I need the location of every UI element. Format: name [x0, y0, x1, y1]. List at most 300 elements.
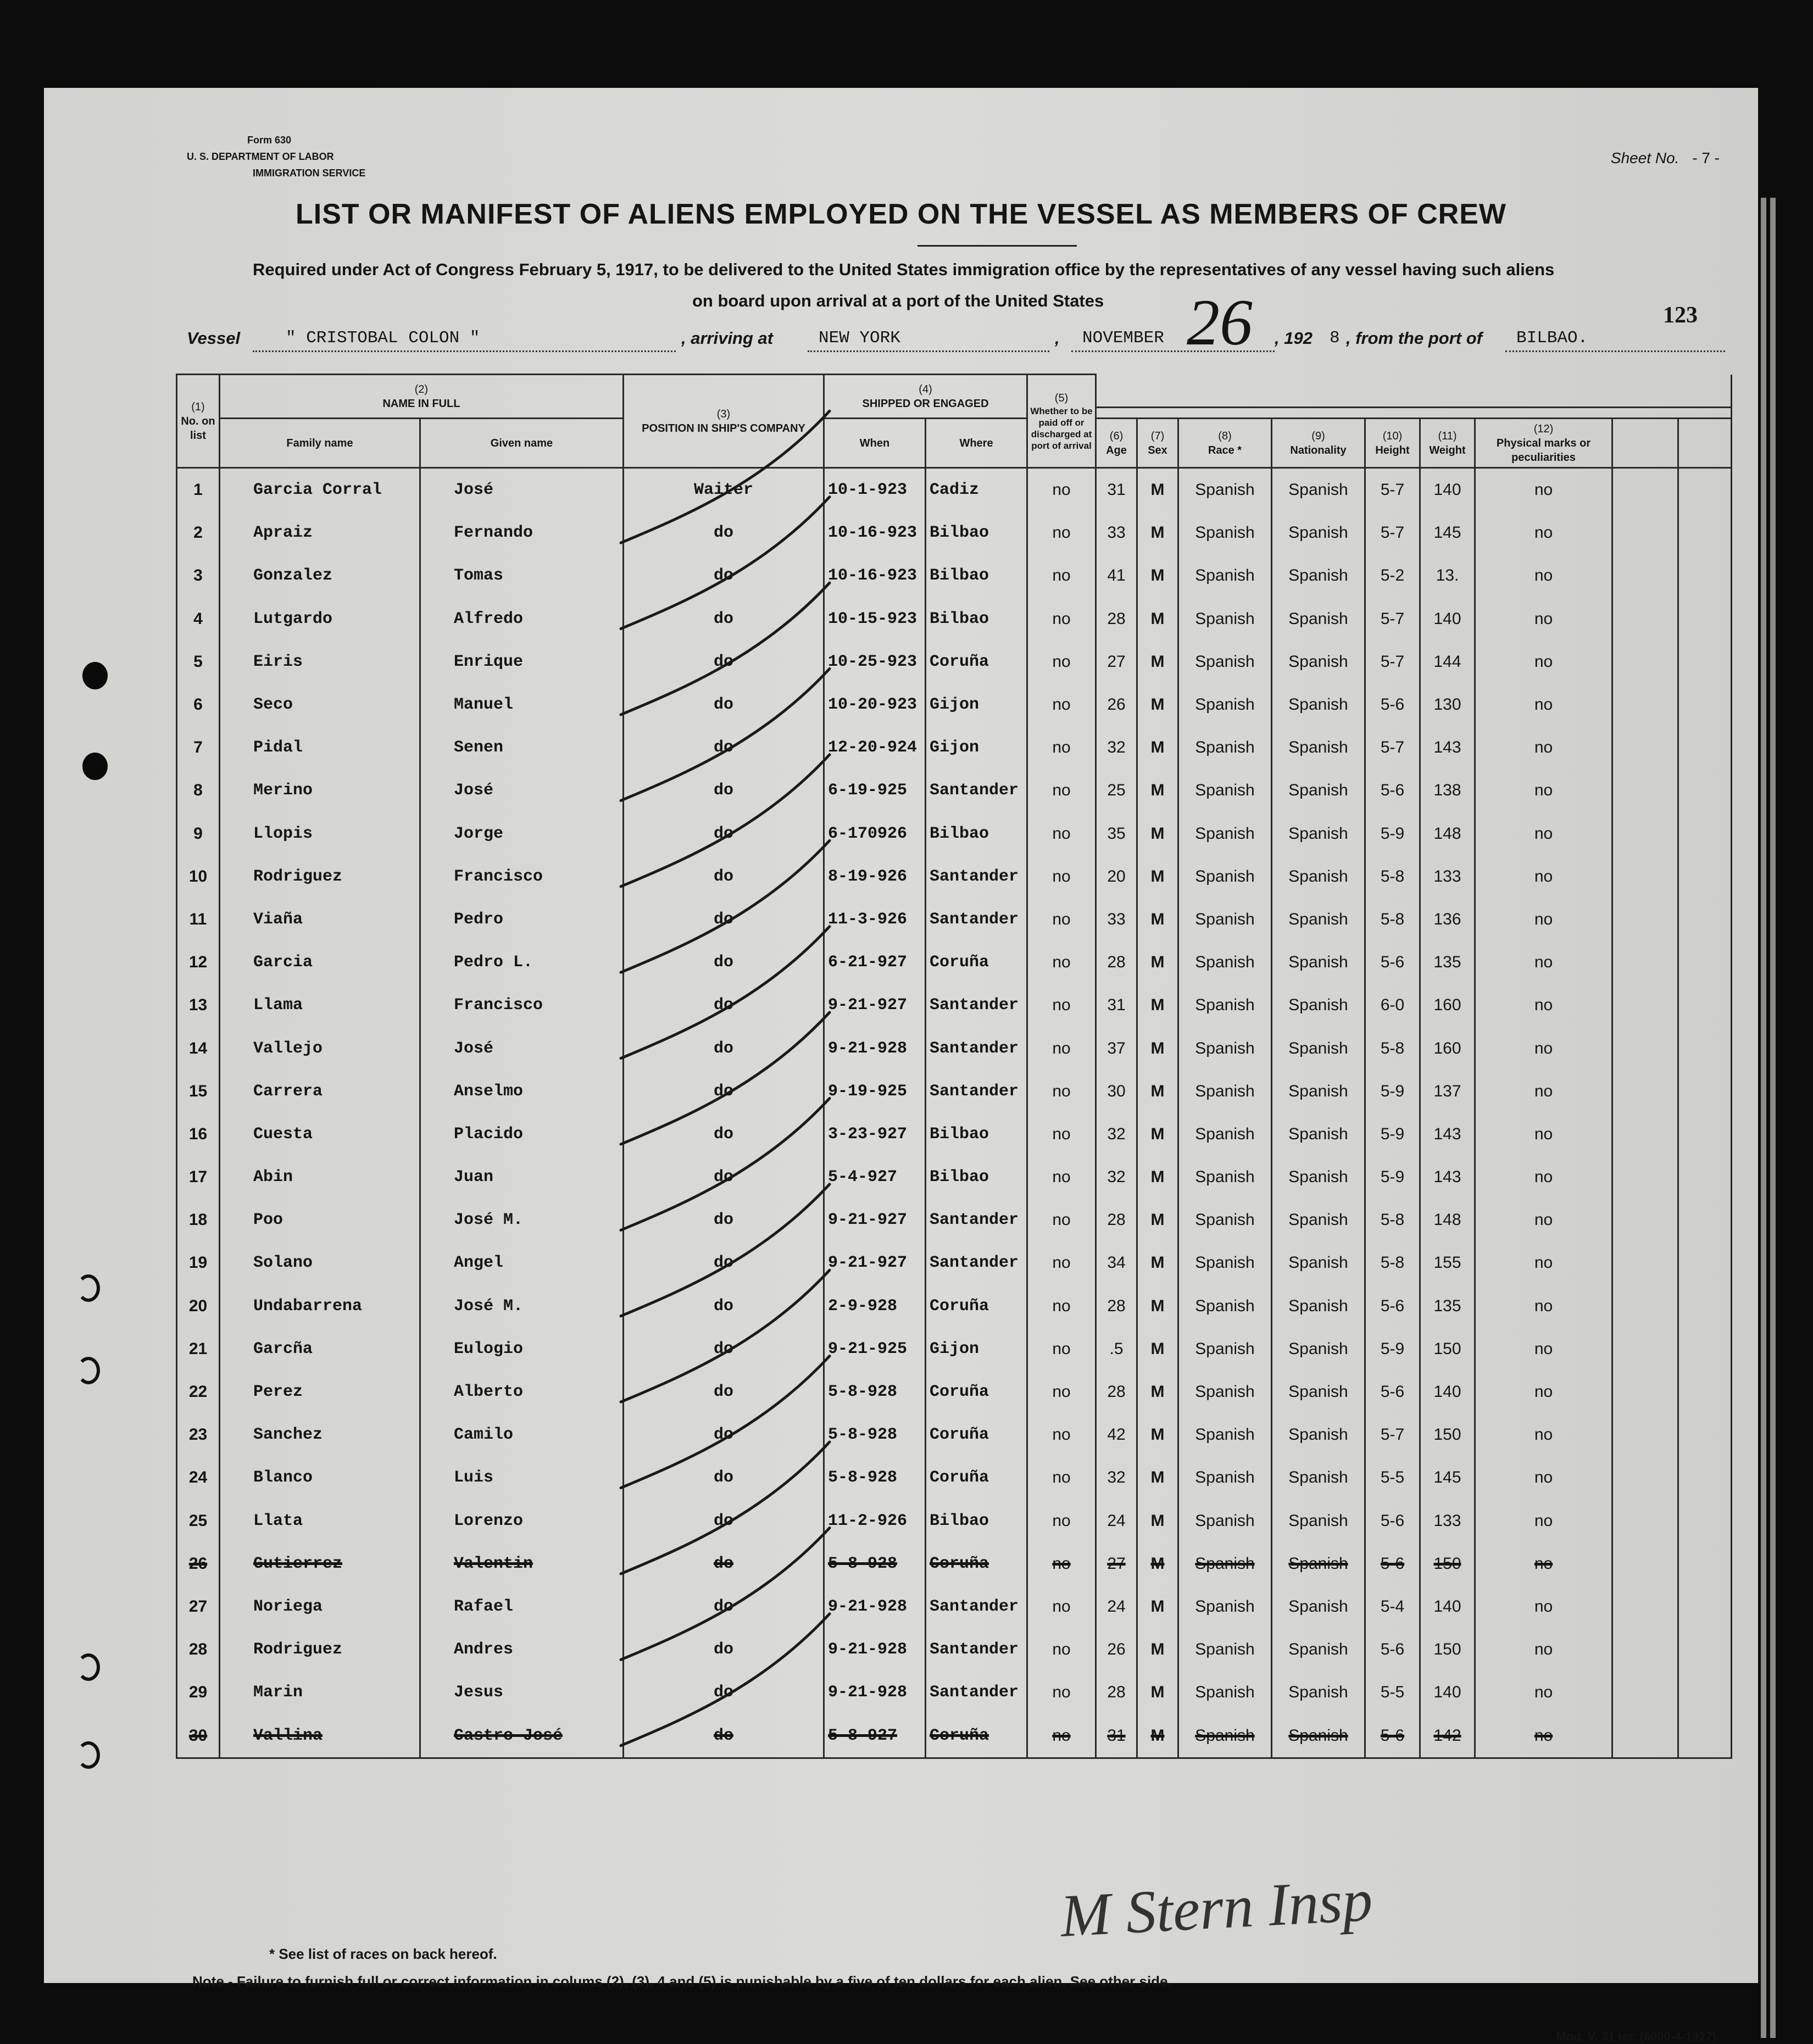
row-number: 22	[177, 1371, 220, 1413]
family-name: Garcña	[220, 1328, 420, 1371]
family-name: Apraiz	[220, 511, 420, 554]
given-name: José	[420, 1027, 624, 1070]
position: do	[624, 1156, 824, 1199]
shipped-when: 9-21-928	[824, 1671, 926, 1714]
blank-cell	[1612, 1241, 1678, 1284]
blank-cell	[1678, 1070, 1732, 1113]
table-row	[177, 1714, 1732, 1758]
position: do	[624, 554, 824, 597]
position: do	[624, 598, 824, 641]
punch-hole	[77, 1357, 100, 1384]
given-name: Fernando	[420, 511, 624, 554]
blank-cell	[1612, 812, 1678, 855]
position: do	[624, 641, 824, 683]
race: Spanish	[1178, 941, 1272, 984]
nationality: Spanish	[1272, 683, 1365, 726]
age: 28	[1096, 598, 1137, 641]
sex: M	[1137, 468, 1178, 512]
paid-off: no	[1027, 726, 1096, 769]
blank-cell	[1612, 1156, 1678, 1199]
given-name: Enrique	[420, 641, 624, 683]
given-name: José	[420, 769, 624, 812]
age: 24	[1096, 1500, 1137, 1542]
blank-cell	[1678, 1156, 1732, 1199]
family-name: Sanchez	[220, 1413, 420, 1456]
form-number: Form 630	[247, 135, 292, 146]
page-title: LIST OR MANIFEST OF ALIENS EMPLOYED ON THE VESSEL AS MEMBERS OF CREW	[296, 198, 1506, 230]
race: Spanish	[1178, 683, 1272, 726]
blank-cell	[1678, 641, 1732, 683]
row-number: 9	[177, 812, 220, 855]
table-row	[177, 1070, 1732, 1113]
table-row	[177, 598, 1732, 641]
race: Spanish	[1178, 1328, 1272, 1371]
weight: 135	[1420, 941, 1475, 984]
blank-cell	[1612, 598, 1678, 641]
physical-marks: no	[1475, 898, 1612, 941]
blank-cell	[1612, 554, 1678, 597]
sex: M	[1137, 1371, 1178, 1413]
given-name: Francisco	[420, 855, 624, 898]
sheet-label: Sheet No.	[1610, 149, 1679, 166]
row-number: 26	[177, 1542, 220, 1585]
family-name: Gutierrez	[220, 1542, 420, 1585]
race: Spanish	[1178, 511, 1272, 554]
weight: 13.	[1420, 554, 1475, 597]
family-name: Marin	[220, 1671, 420, 1714]
col-header-sex: (7) Sex	[1137, 419, 1178, 468]
row-number: 30	[177, 1714, 220, 1758]
position: do	[624, 1500, 824, 1542]
race: Spanish	[1178, 1199, 1272, 1241]
shipped-when: 9-21-928	[824, 1585, 926, 1628]
row-number: 18	[177, 1199, 220, 1241]
position: do	[624, 1671, 824, 1714]
shipped-where: Gijon	[926, 1328, 1027, 1371]
physical-marks: no	[1475, 1241, 1612, 1284]
position: do	[624, 1413, 824, 1456]
sex: M	[1137, 1628, 1178, 1671]
shipped-when: 6-170926	[824, 812, 926, 855]
blank-cell	[1678, 1199, 1732, 1241]
row-number: 25	[177, 1500, 220, 1542]
shipped-where: Coruña	[926, 1371, 1027, 1413]
race: Spanish	[1178, 1241, 1272, 1284]
table-row	[177, 855, 1732, 898]
position: do	[624, 683, 824, 726]
paid-off: no	[1027, 1113, 1096, 1156]
physical-marks: no	[1475, 598, 1612, 641]
weight: 145	[1420, 1456, 1475, 1499]
vessel-label: Vessel	[187, 328, 241, 348]
requirement-text: Required under Act of Congress February 5, 1917, to be delivered to the United States immigration office by the representatives of any vessel having such aliens	[253, 260, 1555, 279]
physical-marks: no	[1475, 1671, 1612, 1714]
sex: M	[1137, 1585, 1178, 1628]
given-name: Manuel	[420, 683, 624, 726]
physical-marks: no	[1475, 941, 1612, 984]
paid-off: no	[1027, 1542, 1096, 1585]
nationality: Spanish	[1272, 1500, 1365, 1542]
given-name: Pedro L.	[420, 941, 624, 984]
shipped-when: 9-21-927	[824, 1199, 926, 1241]
physical-marks: no	[1475, 1456, 1612, 1499]
col-header-shipped: (4) SHIPPED OR ENGAGED	[824, 375, 1027, 419]
position: do	[624, 855, 824, 898]
height: 5-5	[1365, 1456, 1420, 1499]
height: 5-7	[1365, 641, 1420, 683]
shipped-where: Santander	[926, 1671, 1027, 1714]
height: 5-6	[1365, 1371, 1420, 1413]
col-header-where: Where	[926, 419, 1027, 468]
table-row	[177, 1500, 1732, 1542]
age: 42	[1096, 1413, 1137, 1456]
blank-cell	[1612, 1542, 1678, 1585]
height: 5-8	[1365, 1027, 1420, 1070]
age: 27	[1096, 641, 1137, 683]
age: 37	[1096, 1027, 1137, 1070]
paid-off: no	[1027, 1328, 1096, 1371]
table-row	[177, 1585, 1732, 1628]
table-row	[177, 941, 1732, 984]
given-name: Placido	[420, 1113, 624, 1156]
blank-cell	[1678, 1671, 1732, 1714]
blank-cell	[1678, 1113, 1732, 1156]
nationality: Spanish	[1272, 1628, 1365, 1671]
physical-marks: no	[1475, 769, 1612, 812]
family-name: Poo	[220, 1199, 420, 1241]
sex: M	[1137, 1027, 1178, 1070]
punch-hole	[82, 753, 108, 780]
family-name: Carrera	[220, 1070, 420, 1113]
shipped-where: Bilbao	[926, 554, 1027, 597]
race: Spanish	[1178, 641, 1272, 683]
row-number: 15	[177, 1070, 220, 1113]
dotted-line	[808, 350, 1049, 352]
weight: 137	[1420, 1070, 1475, 1113]
physical-marks: no	[1475, 1156, 1612, 1199]
paid-off: no	[1027, 984, 1096, 1027]
table-row	[177, 683, 1732, 726]
nationality: Spanish	[1272, 984, 1365, 1027]
race: Spanish	[1178, 1585, 1272, 1628]
family-name: Lutgardo	[220, 598, 420, 641]
weight: 140	[1420, 1371, 1475, 1413]
race: Spanish	[1178, 468, 1272, 512]
shipped-where: Coruña	[926, 1285, 1027, 1328]
blank-cell	[1678, 941, 1732, 984]
row-number: 29	[177, 1671, 220, 1714]
nationality: Spanish	[1272, 1456, 1365, 1499]
vessel-line: Vessel " CRISTOBAL COLON " , arriving at NEW YORK , NOVEMBER 26 , 192 8 , from the port of BILBAO.	[187, 328, 1725, 361]
blank-cell	[1678, 1241, 1732, 1284]
race: Spanish	[1178, 1500, 1272, 1542]
age: 32	[1096, 726, 1137, 769]
paid-off: no	[1027, 855, 1096, 898]
given-name: Francisco	[420, 984, 624, 1027]
race: Spanish	[1178, 984, 1272, 1027]
position: do	[624, 1585, 824, 1628]
col-header-when: When	[824, 419, 926, 468]
shipped-when: 9-21-928	[824, 1628, 926, 1671]
height: 5-6	[1365, 1500, 1420, 1542]
age: 41	[1096, 554, 1137, 597]
blank-cell	[1612, 1628, 1678, 1671]
weight: 140	[1420, 1585, 1475, 1628]
blank-cell	[1678, 511, 1732, 554]
sex: M	[1137, 1199, 1178, 1241]
manifest-sheet	[44, 88, 1758, 2043]
row-number: 27	[177, 1585, 220, 1628]
race: Spanish	[1178, 1671, 1272, 1714]
position: do	[624, 1199, 824, 1241]
height: 5-8	[1365, 855, 1420, 898]
requirement-text-2: on board upon arrival at a port of the United States	[692, 291, 1104, 310]
race: Spanish	[1178, 1156, 1272, 1199]
table-row	[177, 1628, 1732, 1671]
shipped-when: 10-1-923	[824, 468, 926, 512]
nationality: Spanish	[1272, 898, 1365, 941]
physical-marks: no	[1475, 1199, 1612, 1241]
weight: 133	[1420, 855, 1475, 898]
position: do	[624, 511, 824, 554]
title-rule	[917, 245, 1077, 247]
given-name: Jorge	[420, 812, 624, 855]
footnote: * See list of races on back hereof.	[269, 1946, 497, 1962]
blank-cell	[1678, 1285, 1732, 1328]
shipped-where: Gijon	[926, 726, 1027, 769]
age: 28	[1096, 1371, 1137, 1413]
dotted-line	[1505, 350, 1725, 352]
blank-cell	[1612, 769, 1678, 812]
arrival-day: 26	[1187, 286, 1253, 359]
given-name: José M.	[420, 1199, 624, 1241]
nationality: Spanish	[1272, 1070, 1365, 1113]
blank-cell	[1612, 1070, 1678, 1113]
position: do	[624, 726, 824, 769]
blank-cell	[1612, 1199, 1678, 1241]
height: 5-9	[1365, 812, 1420, 855]
year-label: , 192	[1275, 328, 1313, 348]
race: Spanish	[1178, 1456, 1272, 1499]
weight: 148	[1420, 1199, 1475, 1241]
physical-marks: no	[1475, 855, 1612, 898]
shipped-where: Santander	[926, 898, 1027, 941]
height: 5-4	[1365, 1585, 1420, 1628]
family-name: Eiris	[220, 641, 420, 683]
row-number: 19	[177, 1241, 220, 1284]
position: Waiter	[624, 468, 824, 512]
sex: M	[1137, 1328, 1178, 1371]
blank-cell	[1678, 812, 1732, 855]
nationality: Spanish	[1272, 1199, 1365, 1241]
age: 34	[1096, 1241, 1137, 1284]
vessel-name: " CRISTOBAL COLON "	[286, 328, 480, 348]
paid-off: no	[1027, 1199, 1096, 1241]
weight: 135	[1420, 1285, 1475, 1328]
row-number: 21	[177, 1328, 220, 1371]
blank-cell	[1678, 1585, 1732, 1628]
given-name: Juan	[420, 1156, 624, 1199]
blank-cell	[1612, 1113, 1678, 1156]
family-name: Vallejo	[220, 1027, 420, 1070]
given-name: Rafael	[420, 1585, 624, 1628]
position: do	[624, 1328, 824, 1371]
dotted-line	[253, 350, 676, 352]
shipped-when: 6-21-927	[824, 941, 926, 984]
height: 5-6	[1365, 941, 1420, 984]
given-name: Eulogio	[420, 1328, 624, 1371]
blank-cell	[1678, 1328, 1732, 1371]
family-name: Rodriguez	[220, 1628, 420, 1671]
race: Spanish	[1178, 769, 1272, 812]
penalty-note: Note - Failure to furnish full or correct information in colums (2), (3), 4 and (5) is punishable by a five of ten dollars for each alien. See other side.	[192, 1973, 1172, 1990]
shipped-where: Santander	[926, 1241, 1027, 1284]
shipped-when: 9-21-928	[824, 1027, 926, 1070]
height: 5-9	[1365, 1156, 1420, 1199]
sex: M	[1137, 1413, 1178, 1456]
shipped-when: 11-2-926	[824, 1500, 926, 1542]
blank-cell	[1612, 1328, 1678, 1371]
family-name: Abin	[220, 1156, 420, 1199]
punch-hole	[77, 1653, 100, 1681]
age: 26	[1096, 1628, 1137, 1671]
physical-marks: no	[1475, 1371, 1612, 1413]
table-row	[177, 1241, 1732, 1284]
sex: M	[1137, 683, 1178, 726]
nationality: Spanish	[1272, 941, 1365, 984]
height: 5-7	[1365, 468, 1420, 512]
height: 5-7	[1365, 511, 1420, 554]
height: 5-6	[1365, 1628, 1420, 1671]
nationality: Spanish	[1272, 511, 1365, 554]
age: 26	[1096, 683, 1137, 726]
punch-hole	[82, 662, 108, 689]
col-header-marks: (12) Physical marks or peculiarities	[1475, 419, 1612, 468]
height: 5-6	[1365, 769, 1420, 812]
race: Spanish	[1178, 1628, 1272, 1671]
blank-cell	[1612, 1714, 1678, 1758]
table-row	[177, 1156, 1732, 1199]
row-number: 17	[177, 1156, 220, 1199]
table-row	[177, 812, 1732, 855]
nationality: Spanish	[1272, 1371, 1365, 1413]
nationality: Spanish	[1272, 1027, 1365, 1070]
age: 32	[1096, 1113, 1137, 1156]
position: do	[624, 1456, 824, 1499]
sex: M	[1137, 1285, 1178, 1328]
departure-port: BILBAO.	[1516, 328, 1588, 348]
shipped-where: Bilbao	[926, 812, 1027, 855]
sex: M	[1137, 1113, 1178, 1156]
page-edge	[1770, 198, 1776, 2038]
position: do	[624, 1285, 824, 1328]
nationality: Spanish	[1272, 769, 1365, 812]
nationality: Spanish	[1272, 726, 1365, 769]
shipped-where: Bilbao	[926, 1500, 1027, 1542]
sex: M	[1137, 1070, 1178, 1113]
col-header-age: (6) Age	[1096, 419, 1137, 468]
nationality: Spanish	[1272, 1542, 1365, 1585]
sex: M	[1137, 1714, 1178, 1758]
family-name: Merino	[220, 769, 420, 812]
weight: 160	[1420, 1027, 1475, 1070]
blank-cell	[1678, 468, 1732, 512]
age: 32	[1096, 1156, 1137, 1199]
age: 28	[1096, 941, 1137, 984]
race: Spanish	[1178, 1413, 1272, 1456]
col-header-position: (3) POSITION IN SHIP'S COMPANY	[624, 375, 824, 468]
race: Spanish	[1178, 812, 1272, 855]
paid-off: no	[1027, 511, 1096, 554]
shipped-when: 5-4-927	[824, 1156, 926, 1199]
race: Spanish	[1178, 598, 1272, 641]
arrival-month: NOVEMBER	[1082, 328, 1164, 348]
shipped-where: Santander	[926, 855, 1027, 898]
age: 24	[1096, 1585, 1137, 1628]
position: do	[624, 1371, 824, 1413]
nationality: Spanish	[1272, 468, 1365, 512]
family-name: Garcia	[220, 941, 420, 984]
col-header-nationality: (9) Nationality	[1272, 419, 1365, 468]
col-header-blank	[1612, 419, 1678, 468]
blank-cell	[1612, 1671, 1678, 1714]
age: 33	[1096, 898, 1137, 941]
shipped-when: 5-8-928	[824, 1371, 926, 1413]
race: Spanish	[1178, 1027, 1272, 1070]
weight: 155	[1420, 1241, 1475, 1284]
shipped-where: Santander	[926, 1585, 1027, 1628]
arrival-port: NEW YORK	[819, 328, 900, 348]
table-row	[177, 641, 1732, 683]
table-row	[177, 898, 1732, 941]
sex: M	[1137, 726, 1178, 769]
table-row	[177, 1413, 1732, 1456]
row-number: 11	[177, 898, 220, 941]
row-number: 6	[177, 683, 220, 726]
weight: 140	[1420, 1671, 1475, 1714]
height: 5-6	[1365, 1542, 1420, 1585]
height: 5-7	[1365, 1413, 1420, 1456]
shipped-when: 10-25-923	[824, 641, 926, 683]
shipped-where: Bilbao	[926, 511, 1027, 554]
shipped-where: Bilbao	[926, 598, 1027, 641]
crew-table	[176, 374, 1732, 1759]
sex: M	[1137, 855, 1178, 898]
given-name: Camilo	[420, 1413, 624, 1456]
paid-off: no	[1027, 1241, 1096, 1284]
nationality: Spanish	[1272, 1328, 1365, 1371]
shipped-where: Santander	[926, 1628, 1027, 1671]
shipped-when: 10-20-923	[824, 683, 926, 726]
family-name: Gonzalez	[220, 554, 420, 597]
arrival-year: 8	[1330, 328, 1340, 348]
physical-marks: no	[1475, 984, 1612, 1027]
blank-cell	[1678, 1027, 1732, 1070]
height: 5-6	[1365, 1714, 1420, 1758]
physical-marks: no	[1475, 1413, 1612, 1456]
race: Spanish	[1178, 554, 1272, 597]
weight: 140	[1420, 598, 1475, 641]
weight: 140	[1420, 468, 1475, 512]
inspector-signature: M Stern Insp	[1059, 1866, 1375, 1950]
position: do	[624, 1542, 824, 1585]
height: 5-7	[1365, 598, 1420, 641]
sex: M	[1137, 769, 1178, 812]
age: 31	[1096, 468, 1137, 512]
blank-cell	[1612, 1285, 1678, 1328]
shipped-where: Cadiz	[926, 468, 1027, 512]
department: U. S. DEPARTMENT OF LABOR	[187, 151, 334, 162]
